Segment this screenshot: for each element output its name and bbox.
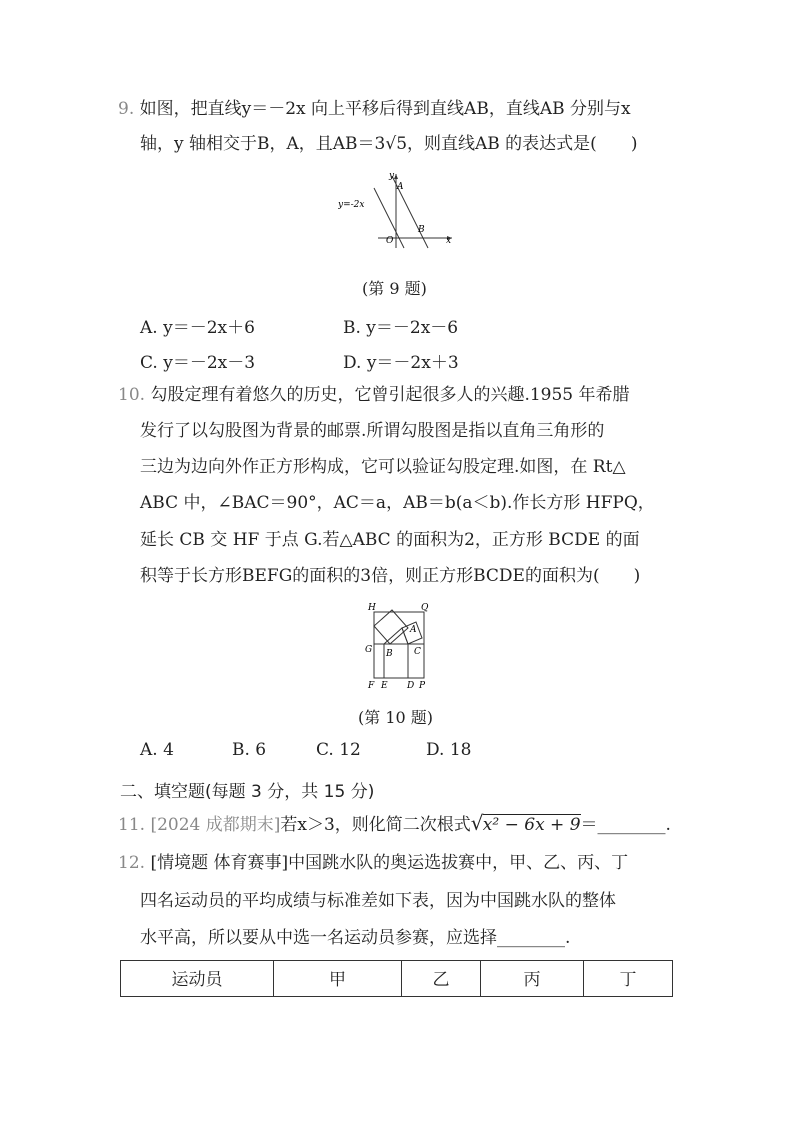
q9-fig-label-b: B bbox=[418, 225, 425, 235]
q9-caption: (第 9 题) bbox=[362, 279, 427, 298]
q9-graph bbox=[338, 170, 458, 250]
q12-line2: 四名运动员的平均成绩与标准差如下表，因为中国跳水队的整体 bbox=[140, 891, 616, 911]
q10-line6: 积等于长方形BEFG的面积的3倍，则正方形BCDE的面积为( ) bbox=[140, 566, 641, 586]
q10-fig-label-c: C bbox=[414, 647, 421, 657]
table-header-jia: 甲 bbox=[274, 961, 402, 997]
q9-option-d: D. y＝－2x＋3 bbox=[343, 353, 459, 373]
sqrt-icon: √ bbox=[470, 811, 484, 835]
q9-line1 bbox=[118, 98, 631, 120]
table-header-ding: 丁 bbox=[584, 961, 673, 997]
q10-fig-label-a: A bbox=[410, 625, 417, 635]
table-header-bing: 丙 bbox=[481, 961, 584, 997]
q12-line3: 水平高，所以要从中选一名运动员参赛，应选择________. bbox=[140, 928, 571, 948]
q9-option-c: C. y＝－2x－3 bbox=[140, 353, 256, 373]
q10-fig-label-e: E bbox=[381, 681, 388, 691]
q9-figure bbox=[338, 170, 458, 250]
table-header-athlete: 运动员 bbox=[121, 961, 274, 997]
table-row bbox=[121, 961, 673, 997]
q12-table bbox=[120, 960, 673, 997]
q10-option-c: C. 12 bbox=[316, 740, 361, 760]
q9-line2: 轴，y 轴相交于B，A，且AB＝3√5，则直线AB 的表达式是( ) bbox=[140, 134, 638, 154]
q9-text-1: 如图，把直线y＝－2x 向上平移后得到直线AB，直线AB 分别与x bbox=[139, 99, 631, 119]
q10-fig-label-q: Q bbox=[421, 603, 429, 613]
q10-line2: 发行了以勾股图为背景的邮票.所谓勾股图是指以直角三角形的 bbox=[140, 421, 605, 441]
q12-line1 bbox=[118, 852, 628, 874]
q10-fig-label-f: F bbox=[368, 681, 375, 691]
q12-number: 12. bbox=[118, 853, 146, 873]
q11-tag: [2024 成都期末] bbox=[150, 815, 281, 835]
q10-caption: (第 10 题) bbox=[358, 708, 434, 727]
section-2-title: 二、填空题(每题 3 分，共 15 分) bbox=[120, 782, 375, 802]
q11-radicand: x² − 6x + 9 bbox=[482, 815, 581, 835]
q12-text-1: 中国跳水队的奥运选拔赛中，甲、乙、丙、丁 bbox=[288, 853, 629, 873]
q11-sqrt bbox=[470, 811, 581, 836]
q10-line4: ABC 中，∠BAC＝90°，AC＝a，AB＝b(a＜b).作长方形 HFPQ， bbox=[140, 493, 655, 513]
q11-text-before: 若x＞3，则化简二次根式 bbox=[280, 815, 471, 835]
q10-option-b: B. 6 bbox=[232, 740, 267, 760]
q10-option-d: D. 18 bbox=[426, 740, 472, 760]
q10-fig-label-g: G bbox=[365, 645, 373, 655]
q10-text-1: 勾股定理有着悠久的历史，它曾引起很多人的兴趣.1955 年希腊 bbox=[150, 385, 630, 405]
q9-option-a: A. y＝－2x＋6 bbox=[140, 318, 255, 338]
table-header-yi: 乙 bbox=[402, 961, 481, 997]
q9-fig-label-x: x bbox=[446, 236, 452, 246]
q10-line3: 三边为边向外作正方形构成，它可以验证勾股定理.如图，在 Rt△ bbox=[140, 457, 626, 477]
q11-line bbox=[118, 811, 671, 836]
q10-figure bbox=[364, 598, 436, 692]
q10-fig-label-h: H bbox=[368, 603, 376, 613]
q10-line1 bbox=[118, 384, 630, 406]
q9-fig-label-y: y bbox=[389, 171, 395, 181]
q10-number: 10. bbox=[118, 385, 146, 405]
q10-fig-label-p: P bbox=[419, 681, 426, 691]
q10-line5: 延长 CB 交 HF 于点 G.若△ABC 的面积为2，正方形 BCDE 的面 bbox=[140, 530, 640, 550]
q11-number: 11. bbox=[118, 815, 146, 835]
q10-option-a: A. 4 bbox=[140, 740, 174, 760]
q9-option-b: B. y＝－2x－6 bbox=[343, 318, 459, 338]
q9-number: 9. bbox=[118, 99, 135, 119]
q9-fig-label-a: A bbox=[397, 182, 404, 192]
q10-diagram bbox=[364, 598, 436, 692]
q10-fig-label-b: B bbox=[386, 649, 393, 659]
q11-text-after: ＝________. bbox=[580, 815, 671, 835]
q12-tag: [情境题 体育赛事] bbox=[150, 853, 289, 873]
q9-fig-label-o: O bbox=[386, 236, 394, 246]
q9-fig-line-label: y=-2x bbox=[338, 200, 365, 210]
q10-fig-label-d: D bbox=[407, 681, 415, 691]
